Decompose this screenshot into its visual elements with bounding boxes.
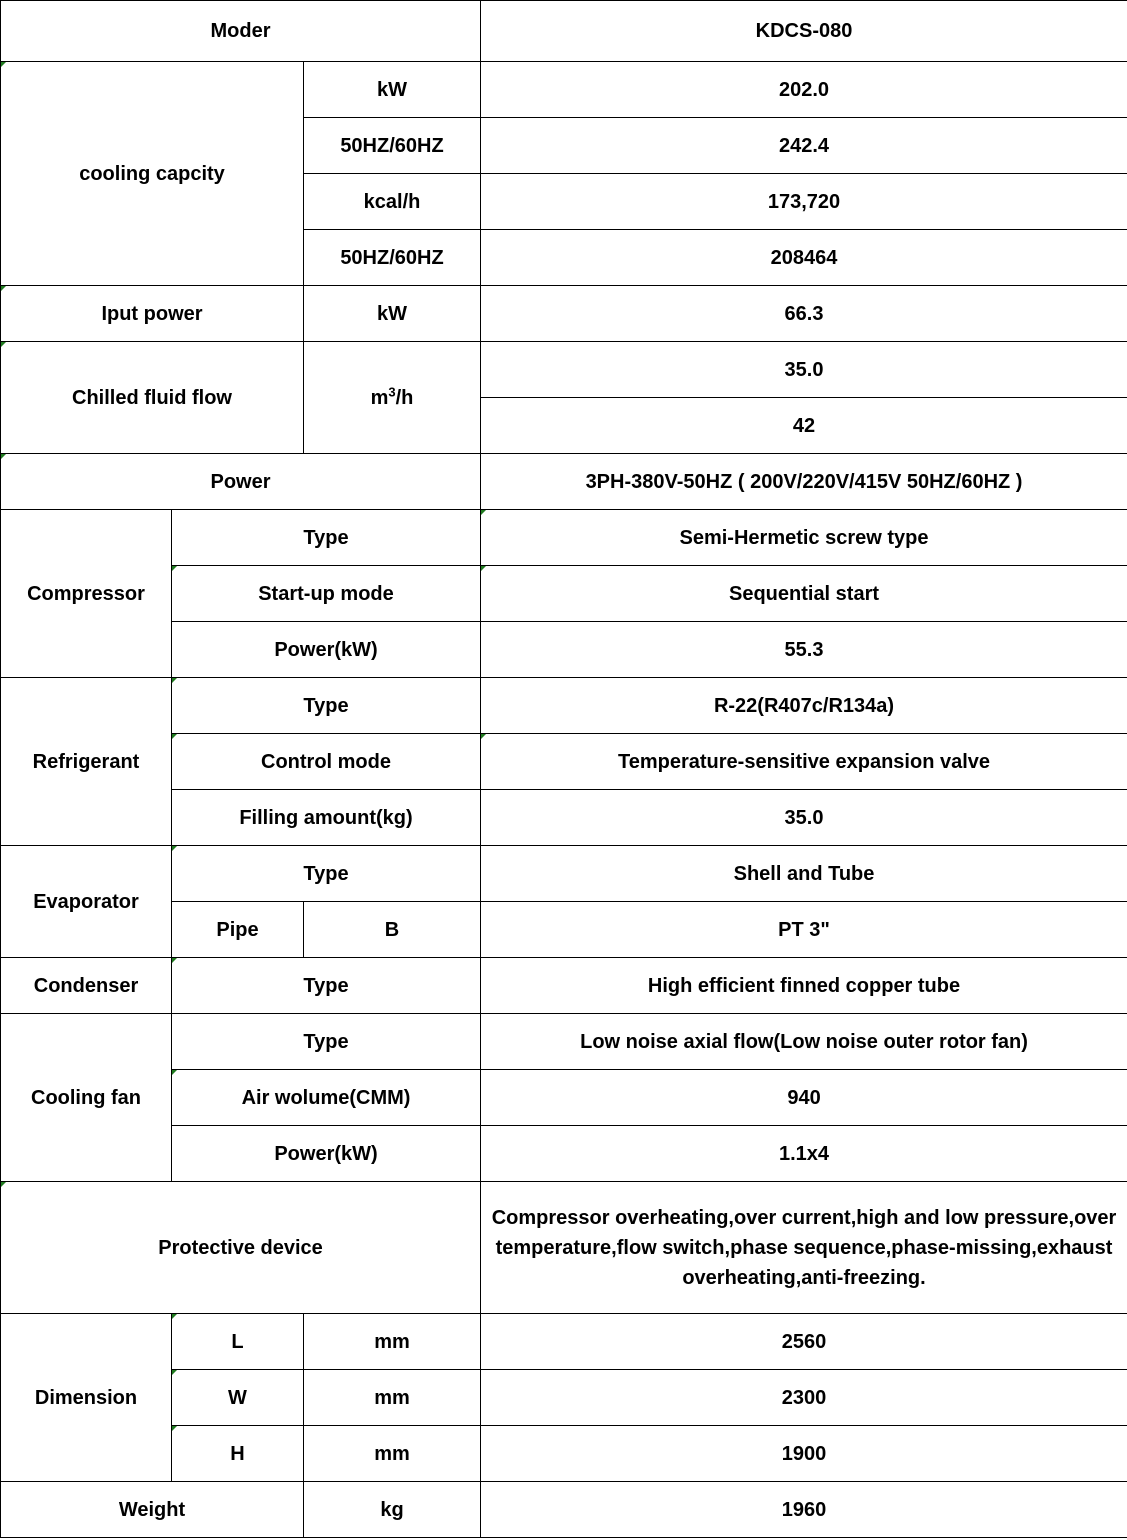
compressor-value: Semi-Hermetic screw type (481, 510, 1127, 566)
protective-device-label: Protective device (1, 1182, 481, 1314)
power-label: Power (1, 454, 481, 510)
dimension-label: Dimension (1, 1314, 172, 1482)
weight-label: Weight (1, 1482, 304, 1538)
refrigerant-param: Type (172, 678, 481, 734)
evaporator-pipe-value: PT 3" (481, 902, 1127, 958)
dimension-axis: L (172, 1314, 304, 1370)
cooling-capacity-unit: 50HZ/60HZ (304, 230, 481, 286)
dimension-unit: mm (304, 1370, 481, 1426)
refrigerant-label: Refrigerant (1, 678, 172, 846)
compressor-param: Type (172, 510, 481, 566)
cooling-capacity-unit: 50HZ/60HZ (304, 118, 481, 174)
compressor-param: Start-up mode (172, 566, 481, 622)
dimension-axis: H (172, 1426, 304, 1482)
chilled-fluid-flow-value: 35.0 (481, 342, 1127, 398)
refrigerant-value: 35.0 (481, 790, 1127, 846)
row-input-power (1, 286, 1127, 342)
row-chilled-fluid-flow (1, 342, 1127, 398)
condenser-param: Type (172, 958, 481, 1014)
row-dimension (1, 1314, 1127, 1370)
row-model (1, 1, 1127, 62)
chilled-fluid-flow-unit: $m^3/h$ (304, 342, 481, 454)
cooling-capacity-unit: kW (304, 62, 481, 118)
dimension-value: 2300 (481, 1370, 1127, 1426)
compressor-value: 55.3 (481, 622, 1127, 678)
condenser-label: Condenser (1, 958, 172, 1014)
compressor-param: Power(kW) (172, 622, 481, 678)
cooling-fan-param: Type (172, 1014, 481, 1070)
input-power-value: 66.3 (481, 286, 1127, 342)
cooling-fan-label: Cooling fan (1, 1014, 172, 1182)
cooling-capacity-unit: kcal/h (304, 174, 481, 230)
weight-value: 1960 (481, 1482, 1127, 1538)
dimension-unit: mm (304, 1426, 481, 1482)
protective-device-value: Compressor overheating,over current,high and low pressure,over temperature,flow switch,phase sequence,phase-missing,exhaust overheating,anti-freezing. (481, 1182, 1127, 1314)
row-cooling-fan (1, 1014, 1127, 1070)
refrigerant-param: Control mode (172, 734, 481, 790)
row-protective-device (1, 1182, 1127, 1314)
cooling-fan-value: Low noise axial flow(Low noise outer rotor fan) (481, 1014, 1127, 1070)
model-label: Moder (1, 1, 481, 62)
evaporator-pipe-label: Pipe (172, 902, 304, 958)
evaporator-type-value: Shell and Tube (481, 846, 1127, 902)
cooling-fan-param: Power(kW) (172, 1126, 481, 1182)
cooling-fan-param: Air wolume(CMM) (172, 1070, 481, 1126)
dimension-value: 1900 (481, 1426, 1127, 1482)
cooling-capacity-value: 202.0 (481, 62, 1127, 118)
refrigerant-value: Temperature-sensitive expansion valve (481, 734, 1127, 790)
weight-unit: kg (304, 1482, 481, 1538)
input-power-unit: kW (304, 286, 481, 342)
cooling-fan-value: 940 (481, 1070, 1127, 1126)
row-condenser (1, 958, 1127, 1014)
refrigerant-value: R-22(R407c/R134a) (481, 678, 1127, 734)
condenser-value: High efficient finned copper tube (481, 958, 1127, 1014)
row-cooling-capacity (1, 62, 1127, 118)
row-power (1, 454, 1127, 510)
evaporator-type-param: Type (172, 846, 481, 902)
model-value: KDCS-080 (481, 1, 1127, 62)
chilled-fluid-flow-value: 42 (481, 398, 1127, 454)
dimension-axis: W (172, 1370, 304, 1426)
cooling-capacity-value: 242.4 (481, 118, 1127, 174)
refrigerant-param: Filling amount(kg) (172, 790, 481, 846)
cooling-capacity-value: 208464 (481, 230, 1127, 286)
dimension-value: 2560 (481, 1314, 1127, 1370)
row-weight (1, 1482, 1127, 1538)
row-compressor (1, 510, 1127, 566)
compressor-value: Sequential start (481, 566, 1127, 622)
chilled-fluid-flow-label: Chilled fluid flow (1, 342, 304, 454)
cooling-capacity-value: 173,720 (481, 174, 1127, 230)
power-value: 3PH-380V-50HZ ( 200V/220V/415V 50HZ/60HZ ) (481, 454, 1127, 510)
input-power-label: Iput power (1, 286, 304, 342)
cooling-capacity-label: cooling capcity (1, 62, 304, 286)
compressor-label: Compressor (1, 510, 172, 678)
evaporator-pipe-sub: B (304, 902, 481, 958)
row-evaporator (1, 846, 1127, 902)
cooling-fan-value: 1.1x4 (481, 1126, 1127, 1182)
evaporator-label: Evaporator (1, 846, 172, 958)
row-refrigerant (1, 678, 1127, 734)
dimension-unit: mm (304, 1314, 481, 1370)
